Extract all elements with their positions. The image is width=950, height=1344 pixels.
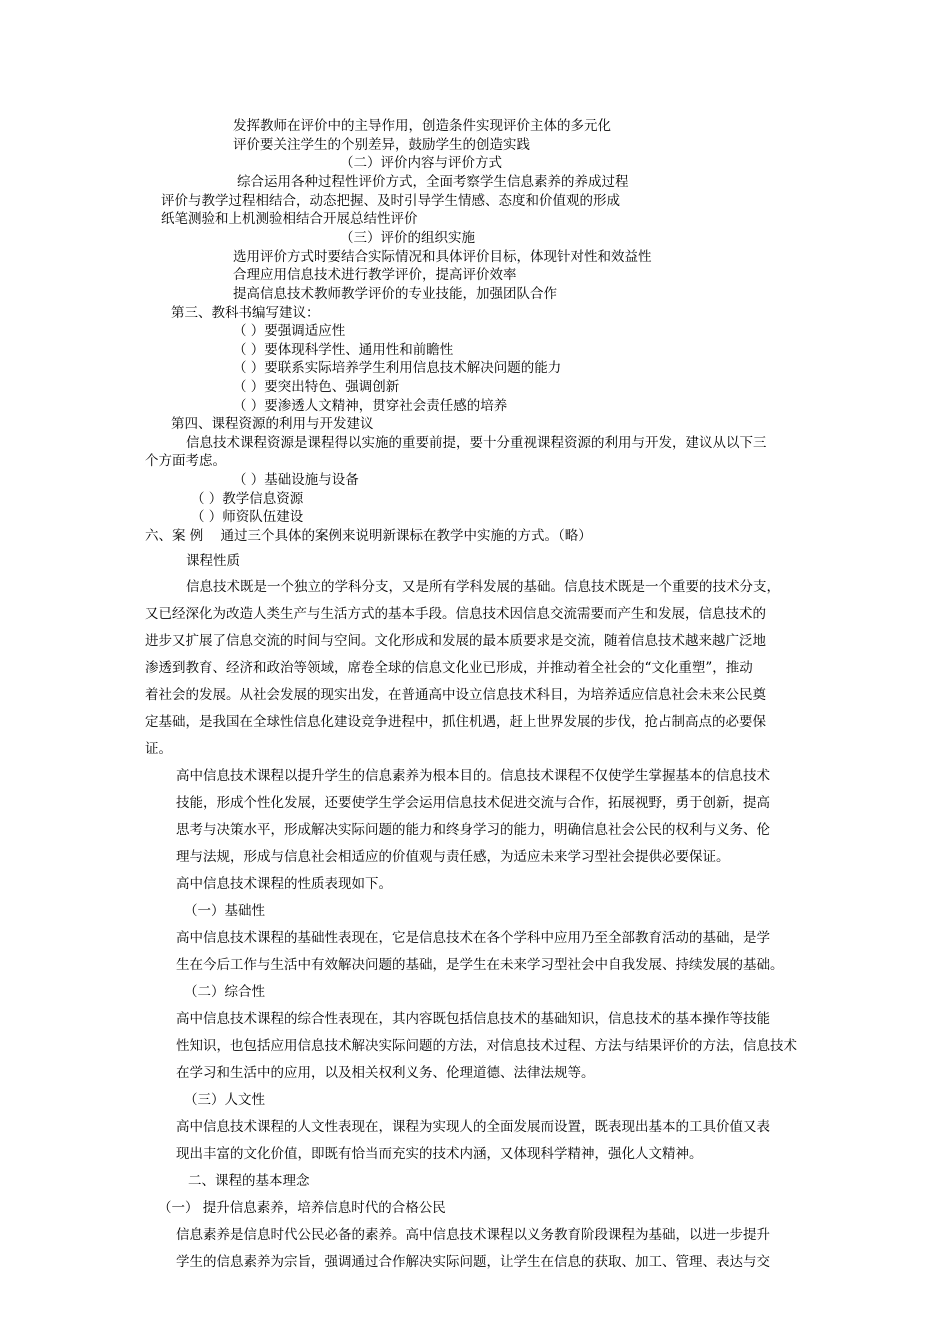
text-line: 在学习和生活中的应用，以及相关权利义务、伦理道德、法律法规等。 bbox=[176, 1065, 595, 1081]
text-line: 信息素养是信息时代公民必备的素养。高中信息技术课程以义务教育阶段课程为基础，以进一步提升 bbox=[176, 1227, 770, 1243]
list-item: （ ）要联系实际培养学生利用信息技术解决问题的能力 bbox=[233, 360, 562, 376]
section-heading: 课程性质 bbox=[186, 553, 240, 569]
paragraph-purpose bbox=[158, 763, 808, 1276]
paragraph-nature bbox=[145, 574, 805, 763]
text-line: 证。 bbox=[145, 741, 172, 757]
text-line: 发挥教师在评价中的主导作用，创造条件实现评价主体的多元化 bbox=[233, 118, 611, 134]
text-line: 理与法规，形成与信息社会相适应的价值观与责任感，为适应未来学习型社会提供必要保证。 bbox=[176, 849, 730, 865]
text-line: 性知识，也包括应用信息技术解决实际问题的方法，对信息技术过程、方法与结果评价的方法，信息技术 bbox=[176, 1038, 797, 1054]
text-line: 评价与教学过程相结合，动态把握、及时引导学生情感、态度和价值观的形成 bbox=[161, 193, 620, 209]
list-item: （ ）师资队伍建设 bbox=[191, 509, 304, 525]
text-line: 高中信息技术课程的基础性表现在，它是信息技术在各个学科中应用乃至全部教育活动的基础，是学 bbox=[176, 930, 770, 946]
text-line: 个方面考虑。 bbox=[145, 453, 226, 469]
subheading: （二）综合性 bbox=[184, 984, 265, 1000]
list-item: （ ）教学信息资源 bbox=[191, 491, 304, 507]
text-line: 高中信息技术课程的综合性表现在，其内容既包括信息技术的基础知识，信息技术的基本操作等技能 bbox=[176, 1011, 770, 1027]
text-line: 定基础，是我国在全球性信息化建设竞争进程中，抓住机遇，赶上世界发展的步伐，抢占制高点的必要保 bbox=[145, 714, 766, 730]
list-item: （ ）要体现科学性、通用性和前瞻性 bbox=[233, 342, 454, 358]
subheading: （一）基础性 bbox=[184, 903, 265, 919]
text-line: 合理应用信息技术进行教学评价，提高评价效率 bbox=[233, 267, 517, 283]
section-heading: （三）评价的组织实施 bbox=[340, 230, 475, 246]
text-line: 信息技术既是一个独立的学科分支，又是所有学科发展的基础。信息技术既是一个重要的技术分支， bbox=[186, 579, 780, 595]
text-line: 高中信息技术课程以提升学生的信息素养为根本目的。信息技术课程不仅使学生掌握基本的信息技术 bbox=[176, 768, 770, 784]
subheading: （三）人文性 bbox=[184, 1092, 265, 1108]
text-line: 纸笔测验和上机测验相结合开展总结性评价 bbox=[161, 211, 418, 227]
text-line: 学生的信息素养为宗旨，强调通过合作解决实际问题，让学生在信息的获取、加工、管理、表达与交 bbox=[176, 1254, 770, 1270]
list-item: （ ）要强调适应性 bbox=[233, 323, 346, 339]
section-heading: 六、案 例 通过三个具体的案例来说明新课标在教学中实施的方式。（略） bbox=[145, 528, 592, 544]
text-line: 又已经深化为改造人类生产与生活方式的基本手段。信息技术因信息交流需要而产生和发展，信息技术的 bbox=[145, 606, 766, 622]
text-line: 信息技术课程资源是课程得以实施的重要前提，要十分重视课程资源的利用与开发，建议从以下三 bbox=[186, 435, 767, 451]
list-item: （ ）要突出特色、强调创新 bbox=[233, 379, 400, 395]
text-line: 高中信息技术课程的性质表现如下。 bbox=[176, 876, 392, 892]
list-item: （ ）基础设施与设备 bbox=[233, 472, 359, 488]
text-line: 综合运用各种过程性评价方式，全面考察学生信息素养的养成过程 bbox=[237, 174, 629, 190]
text-line: 着社会的发展。从社会发展的现实出发，在普通高中设立信息技术科目，为培养适应信息社会未来公民奠 bbox=[145, 687, 766, 703]
text-line: 选用评价方式时要结合实际情况和具体评价目标，体现针对性和效益性 bbox=[233, 249, 652, 265]
section-heading: 第三、教科书编写建议： bbox=[171, 305, 320, 321]
subheading: （一） 提升信息素养，培养信息时代的合格公民 bbox=[158, 1200, 446, 1216]
text-line: 思考与决策水平，形成解决实际问题的能力和终身学习的能力，明确信息社会公民的权利与义务、伦 bbox=[176, 822, 770, 838]
text-line: 进步又扩展了信息交流的时间与空间。文化形成和发展的最本质要求是交流，随着信息技术越来越广泛地 bbox=[145, 633, 766, 649]
section-heading: 第四、课程资源的利用与开发建议 bbox=[171, 416, 374, 432]
text-line: 高中信息技术课程的人文性表现在，课程为实现人的全面发展而设置，既表现出基本的工具价值又表 bbox=[176, 1119, 770, 1135]
text-line: 提高信息技术教师教学评价的专业技能，加强团队合作 bbox=[233, 286, 557, 302]
text-line: 现出丰富的文化价值，即既有恰当而充实的技术内涵，又体现科学精神，强化人文精神。 bbox=[176, 1146, 703, 1162]
list-item: （ ）要渗透人文精神，贯穿社会责任感的培养 bbox=[233, 398, 508, 414]
text-line: 渗透到教育、经济和政治等领域，席卷全球的信息文化业已形成，并推动着全社会的“文化重塑”，推动 bbox=[145, 660, 753, 676]
text-line: 评价要关注学生的个别差异，鼓励学生的创造实践 bbox=[233, 137, 530, 153]
section-heading: 二、课程的基本理念 bbox=[188, 1173, 310, 1189]
text-line: 生在今后工作与生活中有效解决问题的基础，是学生在未来学习型社会中自我发展、持续发展的基础。 bbox=[176, 957, 784, 973]
text-line: 技能，形成个性化发展，还要使学生学会运用信息技术促进交流与合作，拓展视野，勇于创新，提高 bbox=[176, 795, 770, 811]
section-heading: （二）评价内容与评价方式 bbox=[340, 155, 502, 171]
